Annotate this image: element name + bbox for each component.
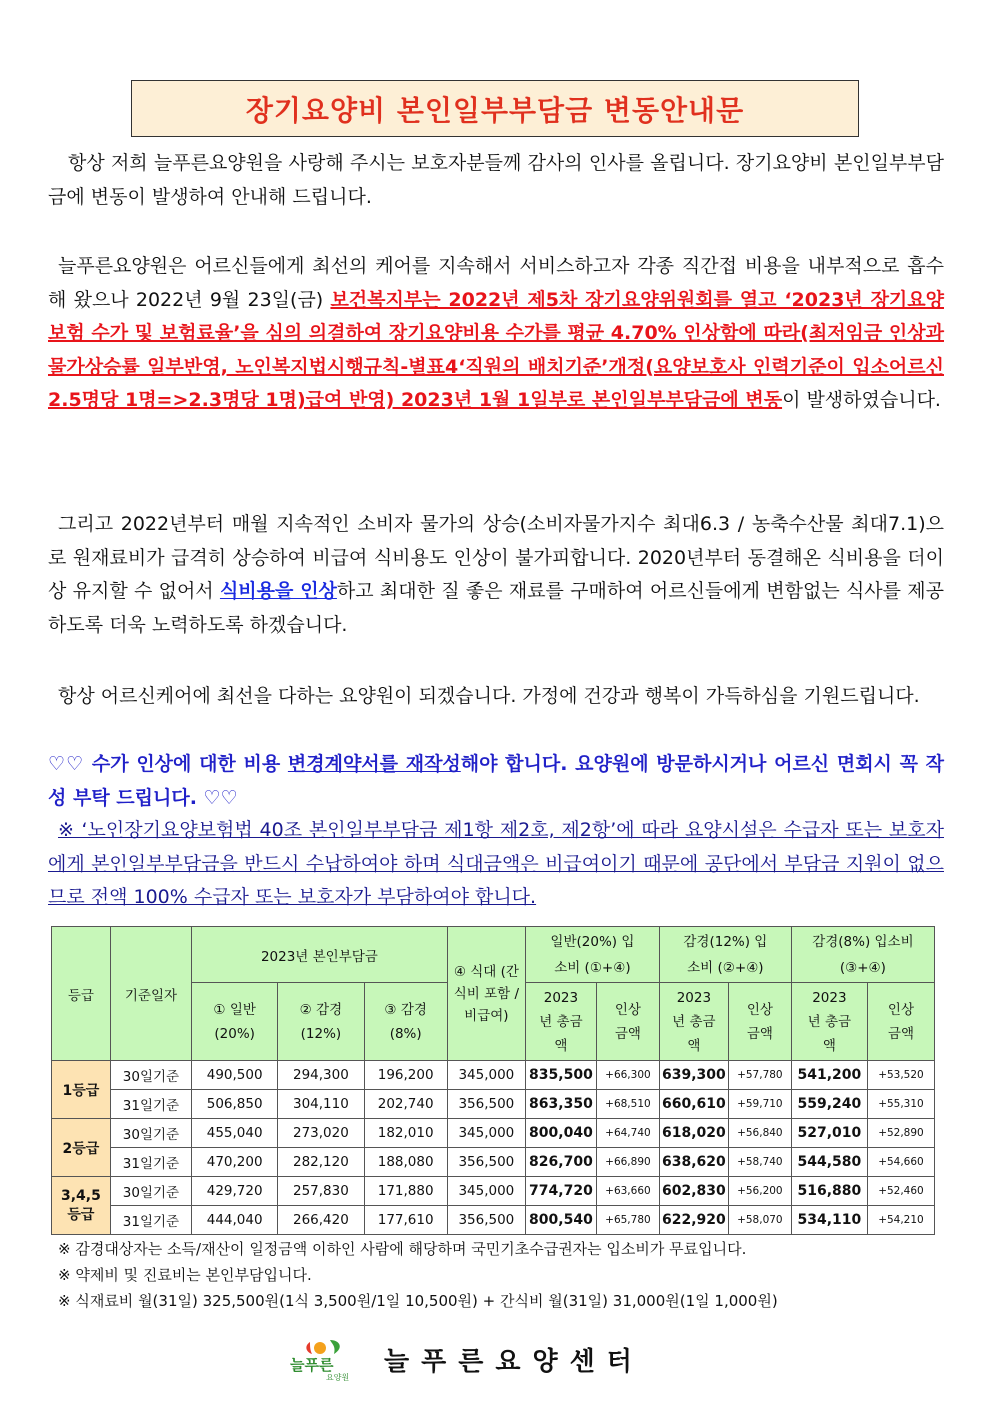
header-date: 기준일자: [110, 927, 191, 1061]
grade-cell: 3,4,5 등급: [52, 1177, 111, 1235]
table-cell: 800,040: [525, 1119, 596, 1148]
header-total-2: 2023년 총금액: [659, 983, 728, 1061]
contract-text: ♡♡ 수가 인상에 대한 비용: [48, 753, 288, 775]
header-reduced8: ③ 감경(8%): [364, 983, 447, 1061]
table-cell: 182,010: [364, 1119, 447, 1148]
table-cell: 602,830: [659, 1177, 728, 1206]
table-cell: +54,660: [867, 1148, 934, 1177]
table-row: [52, 1148, 935, 1177]
table-cell: 541,200: [791, 1061, 867, 1090]
header-raise-3: 인상 금액: [867, 983, 934, 1061]
note-medical: ※ 약제비 및 진료비는 본인부담입니다.: [58, 1266, 312, 1284]
page-title: 장기요양비 본인일부부담금 변동안내문: [245, 93, 745, 127]
table-cell: +53,520: [867, 1061, 934, 1090]
table-cell: 196,200: [364, 1061, 447, 1090]
meal-text-end: 하고 최대한 질 좋은 재료를 구매하여 어르신들에게 변함없는 식사를 제공하도록 더욱 노력하도록 하겠습니다.: [48, 580, 944, 636]
table-cell: +59,710: [728, 1090, 791, 1119]
notes: [58, 1236, 778, 1314]
table-cell: 273,020: [278, 1119, 364, 1148]
table-cell: 356,500: [447, 1090, 525, 1119]
meal-highlight: 식비용을 인상: [219, 580, 337, 602]
header-reduced8-fee: 감경(8%) 입소비 (③+④): [791, 927, 934, 983]
table-cell: +52,460: [867, 1177, 934, 1206]
table-cell: +56,840: [728, 1119, 791, 1148]
header-grade: 등급: [52, 927, 111, 1061]
table-cell: 282,120: [278, 1148, 364, 1177]
law-paragraph: ※ ‘노인장기요양보험법 40조 본인일부부담금 제1항 제2호, 제2항’에 따라 요양시설은 수급자 또는 보호자에게 본인일부부담금을 반드시 수납하여야 하며 식대금액은 비급여이기 때문에 공단에서 부담금 지원이 없으므로 전액 100% 수급자 또는 보호자가 부담하여야 합니다.: [48, 819, 944, 908]
table-cell: 527,010: [791, 1119, 867, 1148]
header-reduced12-fee: 감경(12%) 입소비 (②+④): [659, 927, 791, 983]
notice-text: 늘푸른요양원은 어르신들에게 최선의 케어를 지속해서 서비스하고자 각종 직간접 비용을 내부적으로 흡수해 왔으나 2022년 9월 23일(금): [48, 255, 944, 311]
table-cell: 622,920: [659, 1206, 728, 1235]
table-cell: +63,660: [596, 1177, 659, 1206]
table-cell: 345,000: [447, 1177, 525, 1206]
notice-text-end: 이 발생하였습니다.: [782, 389, 941, 411]
fee-table: [51, 926, 935, 1235]
table-cell: 294,300: [278, 1061, 364, 1090]
table-cell: 345,000: [447, 1061, 525, 1090]
table-cell: 444,040: [192, 1206, 278, 1235]
contract-paragraph: [48, 748, 944, 815]
table-cell: +52,890: [867, 1119, 934, 1148]
contract-text-end: 해야 합니다. 요양원에 방문하시거나 어르신 면회시 꼭 작성 부탁 드립니다. ♡♡: [48, 753, 944, 809]
table-cell: 470,200: [192, 1148, 278, 1177]
table-cell: +66,300: [596, 1061, 659, 1090]
header-total-1: 2023년 총금액: [525, 983, 596, 1061]
table-cell: +57,780: [728, 1061, 791, 1090]
table-cell: 826,700: [525, 1148, 596, 1177]
table-cell: 202,740: [364, 1090, 447, 1119]
meal-paragraph: [48, 508, 944, 642]
table-cell: 534,110: [791, 1206, 867, 1235]
logo-subtext: 요양원: [326, 1373, 350, 1382]
table-cell: 171,880: [364, 1177, 447, 1206]
table-cell: 304,110: [278, 1090, 364, 1119]
table-row: [52, 1177, 935, 1206]
logo-text: 늘푸른: [290, 1356, 334, 1374]
table-cell: 774,720: [525, 1177, 596, 1206]
table-cell: 31일기준: [110, 1090, 191, 1119]
title-box: [131, 80, 859, 137]
table-cell: 455,040: [192, 1119, 278, 1148]
header-general-fee: 일반(20%) 입소비 (①+④): [525, 927, 659, 983]
meal-text: 그리고 2022년부터 매월 지속적인 소비자 물가의 상승(소비자물가지수 최대6.3 / 농축수산물 최대7.1)으로 원재료비가 급격히 상승하여 비급여 식비용도 인상이 불가피합니다. 2020년부터 동결해온 식비용을 더이상 유지할 수 없어서: [48, 513, 944, 602]
table-cell: +54,210: [867, 1206, 934, 1235]
table-cell: 516,880: [791, 1177, 867, 1206]
table-cell: 506,850: [192, 1090, 278, 1119]
header-meal: ④ 식대 (간식비 포함 /비급여): [447, 927, 525, 1061]
grade-cell: 2등급: [52, 1119, 111, 1177]
table-cell: 266,420: [278, 1206, 364, 1235]
table-row: [52, 1090, 935, 1119]
table-cell: +55,310: [867, 1090, 934, 1119]
note-reduction: ※ 감경대상자는 소득/재산이 일정금액 이하인 사람에 해당하며 국민기초수급권자는 입소비가 무료입니다.: [58, 1240, 747, 1258]
logo: [290, 1336, 358, 1382]
header-reduced12: ② 감경(12%): [278, 983, 364, 1061]
table-cell: 429,720: [192, 1177, 278, 1206]
table-cell: 800,540: [525, 1206, 596, 1235]
intro-paragraph: 항상 저희 늘푸른요양원을 사랑해 주시는 보호자분들께 감사의 인사를 올립니다. 장기요양비 본인일부부담금에 변동이 발생하여 안내해 드립니다.: [48, 152, 944, 208]
logo-emblem-icon: [290, 1336, 358, 1382]
table-cell: +66,890: [596, 1148, 659, 1177]
table-cell: 639,300: [659, 1061, 728, 1090]
notice-paragraph: [48, 250, 944, 418]
table-cell: 356,500: [447, 1148, 525, 1177]
table-cell: +56,200: [728, 1177, 791, 1206]
table-cell: 618,020: [659, 1119, 728, 1148]
note-meal-cost: ※ 식재료비 월(31일) 325,500원(1식 3,500원/1일 10,500원) + 간식비 월(31일) 31,000원(1일 1,000원): [58, 1292, 778, 1310]
header-total-3: 2023년 총금액: [791, 983, 867, 1061]
table-cell: +68,510: [596, 1090, 659, 1119]
table-cell: 30일기준: [110, 1119, 191, 1148]
table-cell: 356,500: [447, 1206, 525, 1235]
table-cell: +65,780: [596, 1206, 659, 1235]
table-row: [52, 1061, 935, 1090]
table-cell: 660,610: [659, 1090, 728, 1119]
table-cell: 863,350: [525, 1090, 596, 1119]
notice-highlight: 보건복지부는 2022년 제5차 장기요양위원회를 열고 ‘2023년 장기요양보험 수가 및 보험료율’을 심의 의결하여 장기요양비용 수가를 평균 4.70% 인상함에 따라(최저임금 인상과 물가상승률 일부반영, 노인복지법시행규칙-별표4‘직원의 배치기준’개정(요양보호사 인력기준이 입소어르신 2.5명당 1명=>2.3명당 1명)급여 반영) 2023년 1월 1일부로 본인일부부담금에 변동: [48, 288, 944, 411]
table-cell: +64,740: [596, 1119, 659, 1148]
footer: [290, 1336, 644, 1382]
header-burden: 2023년 본인부담금: [192, 927, 448, 983]
table-cell: 31일기준: [110, 1148, 191, 1177]
table-cell: 544,580: [791, 1148, 867, 1177]
table-cell: 835,500: [525, 1061, 596, 1090]
table-cell: 188,080: [364, 1148, 447, 1177]
header-raise-1: 인상 금액: [596, 983, 659, 1061]
header-general: ① 일반(20%): [192, 983, 278, 1061]
table-cell: 490,500: [192, 1061, 278, 1090]
table-cell: 257,830: [278, 1177, 364, 1206]
header-raise-2: 인상 금액: [728, 983, 791, 1061]
table-cell: 345,000: [447, 1119, 525, 1148]
table-cell: 638,620: [659, 1148, 728, 1177]
contract-underlined: 변경계약서를 재작성: [287, 753, 461, 775]
table-cell: 30일기준: [110, 1177, 191, 1206]
grade-cell: 1등급: [52, 1061, 111, 1119]
table-cell: 31일기준: [110, 1206, 191, 1235]
table-row: [52, 1119, 935, 1148]
table-cell: 177,610: [364, 1206, 447, 1235]
table-cell: 559,240: [791, 1090, 867, 1119]
table-cell: 30일기준: [110, 1061, 191, 1090]
table-cell: +58,740: [728, 1148, 791, 1177]
table-row: [52, 1206, 935, 1235]
org-name: 늘푸른요양센터: [384, 1346, 644, 1377]
table-cell: +58,070: [728, 1206, 791, 1235]
closing-paragraph: 항상 어르신케어에 최선을 다하는 요양원이 되겠습니다. 가정에 건강과 행복이 가득하심을 기원드립니다.: [58, 685, 920, 707]
